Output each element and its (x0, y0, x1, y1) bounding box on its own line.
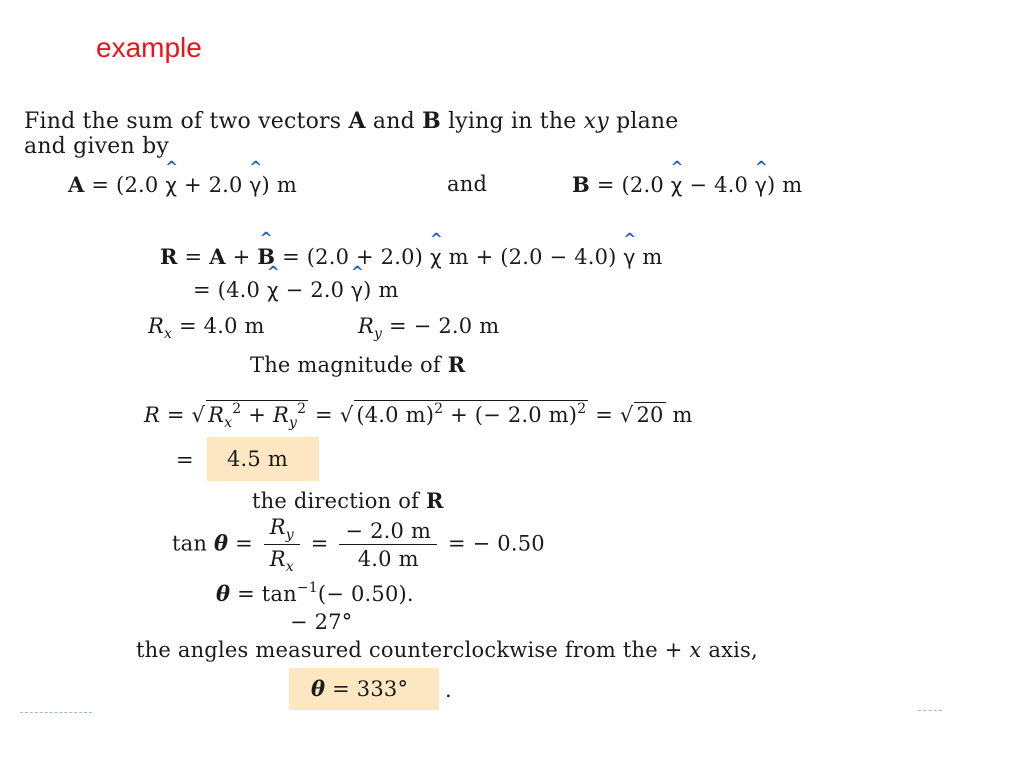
theta-symbol: θ (213, 530, 229, 556)
vector-b-symbol: B (572, 172, 590, 197)
y-unit-vector-icon: ^ γ (755, 173, 767, 197)
xy-label: xy (583, 109, 609, 134)
vector-b-label: B (422, 108, 441, 134)
ry-component (358, 314, 499, 342)
r-symbol: R (269, 515, 286, 539)
magnitude-heading (250, 352, 465, 377)
fraction-denominator (264, 545, 300, 575)
x-label: x (689, 638, 702, 662)
eq-text: (− 0.50). (317, 582, 414, 606)
eq-text: = (2.0 + 2.0) (275, 245, 430, 269)
eq-text: = (4.0 (193, 278, 267, 302)
direction-heading (252, 488, 444, 513)
rx-component (148, 314, 265, 342)
eq-text: = − 2.0 m (382, 314, 500, 338)
r-symbol: R (358, 314, 375, 338)
magnitude-result: 4.5 m (207, 437, 319, 481)
x-unit-vector-icon: ^ χ (430, 245, 442, 269)
problem-line-2: and given by (24, 134, 170, 159)
fraction-numerator (264, 515, 300, 545)
note-text: the angles measured counterclockwise from the + (136, 638, 690, 662)
eq-text: = (228, 531, 260, 556)
eq-text: = (303, 531, 336, 556)
fraction-values (339, 519, 437, 571)
eq-text: = 4.0 m (172, 314, 265, 338)
eq-text: = − 0.50 (441, 531, 545, 556)
r-symbol: R (269, 547, 286, 571)
eq-text: = √ (160, 403, 206, 427)
resultant-equation (160, 244, 663, 269)
eq-text: m + (2.0 − 4.0) (441, 245, 624, 269)
r-symbol: R (208, 403, 225, 427)
x-unit-vector-icon: ^ χ (671, 173, 683, 197)
r-symbol: R (144, 403, 161, 427)
x-unit-vector-icon: ^ χ (165, 173, 177, 197)
eq-text: + (− 2.0 m) (443, 403, 578, 427)
sqrt-radicand: 20 (636, 403, 664, 427)
final-period: . (445, 678, 452, 702)
r-symbol: R (148, 314, 165, 338)
eq-text: − 2.0 (278, 278, 352, 302)
decorative-divider (918, 710, 942, 711)
problem-text: and (365, 109, 423, 134)
superscript: 2 (434, 401, 444, 417)
eq-text: tan (172, 531, 214, 556)
theta-symbol: θ (216, 581, 231, 606)
final-angle-result (289, 668, 439, 710)
subscript: x (285, 559, 294, 575)
eq-text: = 333° (325, 677, 409, 701)
equation-a (68, 172, 297, 197)
note-text: axis, (701, 638, 758, 662)
superscript: 2 (297, 401, 307, 417)
y-unit-vector-icon: ^ γ (351, 278, 363, 302)
magnitude-result-equals: = (176, 448, 194, 472)
subscript: y (288, 415, 298, 431)
vector-a-symbol: A (209, 244, 226, 269)
vector-r-symbol: R (447, 352, 466, 377)
subscript: y (374, 326, 383, 342)
eq-text: = (2.0 (84, 173, 166, 197)
eq-text: + (225, 245, 258, 269)
problem-line-1 (24, 108, 679, 134)
angles-note (136, 638, 758, 662)
eq-text: = tan (230, 582, 297, 606)
slide-title: example (96, 32, 202, 63)
eq-text: ) m (261, 173, 297, 197)
superscript: 2 (232, 401, 242, 417)
tangent-equation (172, 515, 545, 575)
problem-text: plane (608, 109, 679, 134)
fraction-numerator: − 2.0 m (339, 519, 437, 545)
eq-text: = √ (588, 403, 634, 427)
fraction-ry-rx (264, 515, 300, 575)
eq-text: + (241, 403, 273, 427)
resultant-simplified (193, 278, 399, 302)
heading-text: the direction of (252, 489, 426, 513)
subscript: x (164, 326, 173, 342)
eq-text: m (635, 245, 663, 269)
angle-27: − 27° (290, 610, 353, 634)
vector-r-symbol: R (425, 488, 444, 513)
vector-b-symbol: ^ B (257, 244, 275, 269)
fraction-denominator: 4.0 m (357, 547, 419, 571)
superscript: 2 (577, 401, 587, 417)
eq-text: ) m (363, 278, 399, 302)
equation-b (572, 172, 802, 197)
eq-text: = √ (308, 403, 354, 427)
y-unit-vector-icon: ^ γ (250, 173, 262, 197)
eq-text: = (2.0 (589, 173, 671, 197)
eq-text: + 2.0 (177, 173, 250, 197)
eq-text: ) m (767, 173, 803, 197)
problem-text: Find the sum of two vectors (24, 109, 349, 134)
magnitude-equation (144, 400, 693, 431)
r-symbol: R (272, 403, 289, 427)
sqrt-radicand (354, 400, 588, 427)
vector-a-symbol: A (68, 172, 85, 197)
eq-text: m (665, 403, 693, 427)
eq-text: − 4.0 (682, 173, 755, 197)
theta-equation (216, 580, 414, 606)
eq-text: = (177, 245, 210, 269)
y-unit-vector-icon: ^ γ (623, 245, 635, 269)
vector-a-label: A (348, 108, 366, 134)
vector-r-symbol: R (160, 244, 178, 269)
problem-text: lying in the (440, 109, 584, 134)
decorative-divider (20, 712, 92, 713)
x-unit-vector-icon: ^ χ (267, 278, 279, 302)
eq-text: (4.0 m) (356, 403, 435, 427)
theta-symbol: θ (311, 676, 326, 701)
sqrt-radicand (206, 400, 308, 431)
and-word: and (447, 172, 488, 196)
subscript: x (224, 415, 233, 431)
superscript: −1 (296, 580, 318, 596)
subscript: y (285, 527, 294, 543)
heading-text: The magnitude of (250, 353, 448, 377)
